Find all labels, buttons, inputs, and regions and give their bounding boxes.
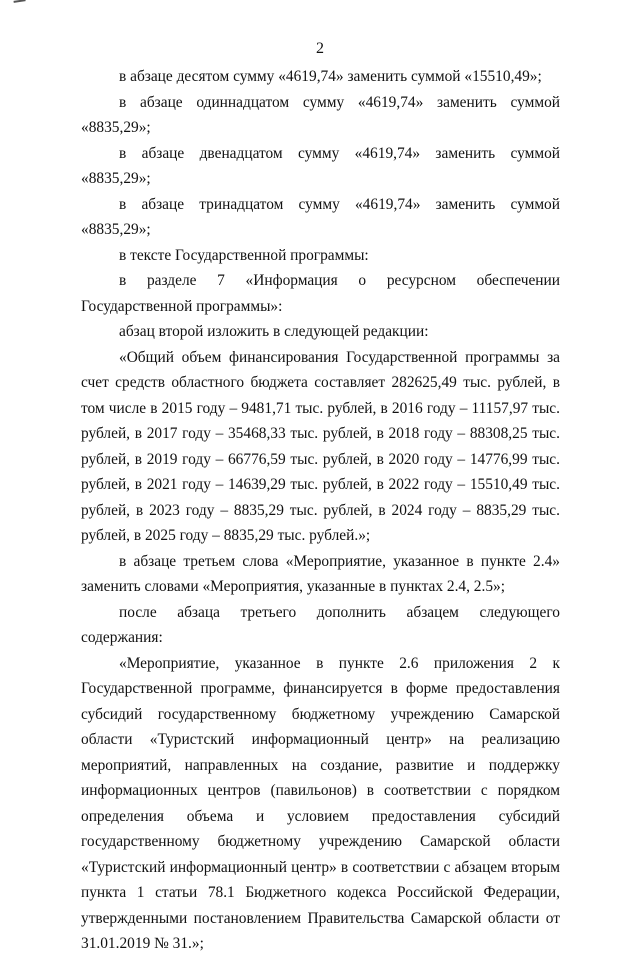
paragraph-2: в абзаце одиннадцатом сумму «4619,74» заменить суммой «8835,29»; [81, 93, 560, 136]
paragraph-11: «Мероприятие, указанное в пункте 2.6 приложения 2 к Государственной программе, финансируется в форме предоставления субсидий государственному бюджетному учреждению Самарской области «Туристский информационный центр» на реализацию мероприятий, направленных на создание, развитие и поддержку информационных центров (павильонов) в соответствии с порядком определения объема и условием предоставления субсидий государственному бюджетному учреждению Самарской области «Туристский информационный центр» в соответствии с абзацем вторым пункта 1 статьи 78.1 Бюджетного кодекса Российской Федерации, утвержденными постановлением Правительства Самарской области от 31.01.2019 № 31.»; [81, 654, 560, 952]
paragraph-6: в разделе 7 «Информация о ресурсном обеспечении Государственной программы»: [81, 272, 560, 315]
paragraph-9: в абзаце третьем слова «Мероприятие, указанное в пункте 2.4» заменить словами «Мероприятия, указанные в пунктах 2.4, 2.5»; [81, 552, 560, 595]
paragraph-10: после абзаца третьего дополнить абзацем следующего содержания: [81, 603, 560, 646]
paragraph-3: в абзаце двенадцатом сумму «4619,74» заменить суммой «8835,29»; [81, 144, 560, 187]
paragraph-1: в абзаце десятом сумму «4619,74» заменить суммой «15510,49»; [119, 68, 542, 85]
scan-corner-mark [14, 0, 27, 9]
paragraph-7: абзац второй изложить в следующей редакции: [119, 323, 429, 340]
paragraph-4: в абзаце тринадцатом сумму «4619,74» заменить суммой «8835,29»; [81, 195, 560, 238]
paragraph-5: в тексте Государственной программы: [119, 246, 369, 264]
page-number: 2 [316, 40, 324, 57]
paragraph-8: «Общий объем финансирования Государственной программы за счет средств областного бюджета составляет 282625,49 тыс. рублей, в том числе в 2015 году – 9481,71 тыс. рублей, в 2016 году – 11157,97 тыс. рублей, в 2017 году – 35468,33 тыс. рублей, в 2018 году – 88308,25 тыс. рублей, в 2019 году – 66776,59 тыс. рублей, в 2020 году – 14776,99 тыс. рублей, в 2021 году – 14639,29 тыс. рублей, в 2022 году – 15510,49 тыс. рублей, в 2023 году – 8835,29 тыс. рублей, в 2024 году – 8835,29 тыс. рублей, в 2025 году – 8835,29 тыс. рублей.»; [81, 348, 560, 544]
document-body [81, 64, 560, 957]
